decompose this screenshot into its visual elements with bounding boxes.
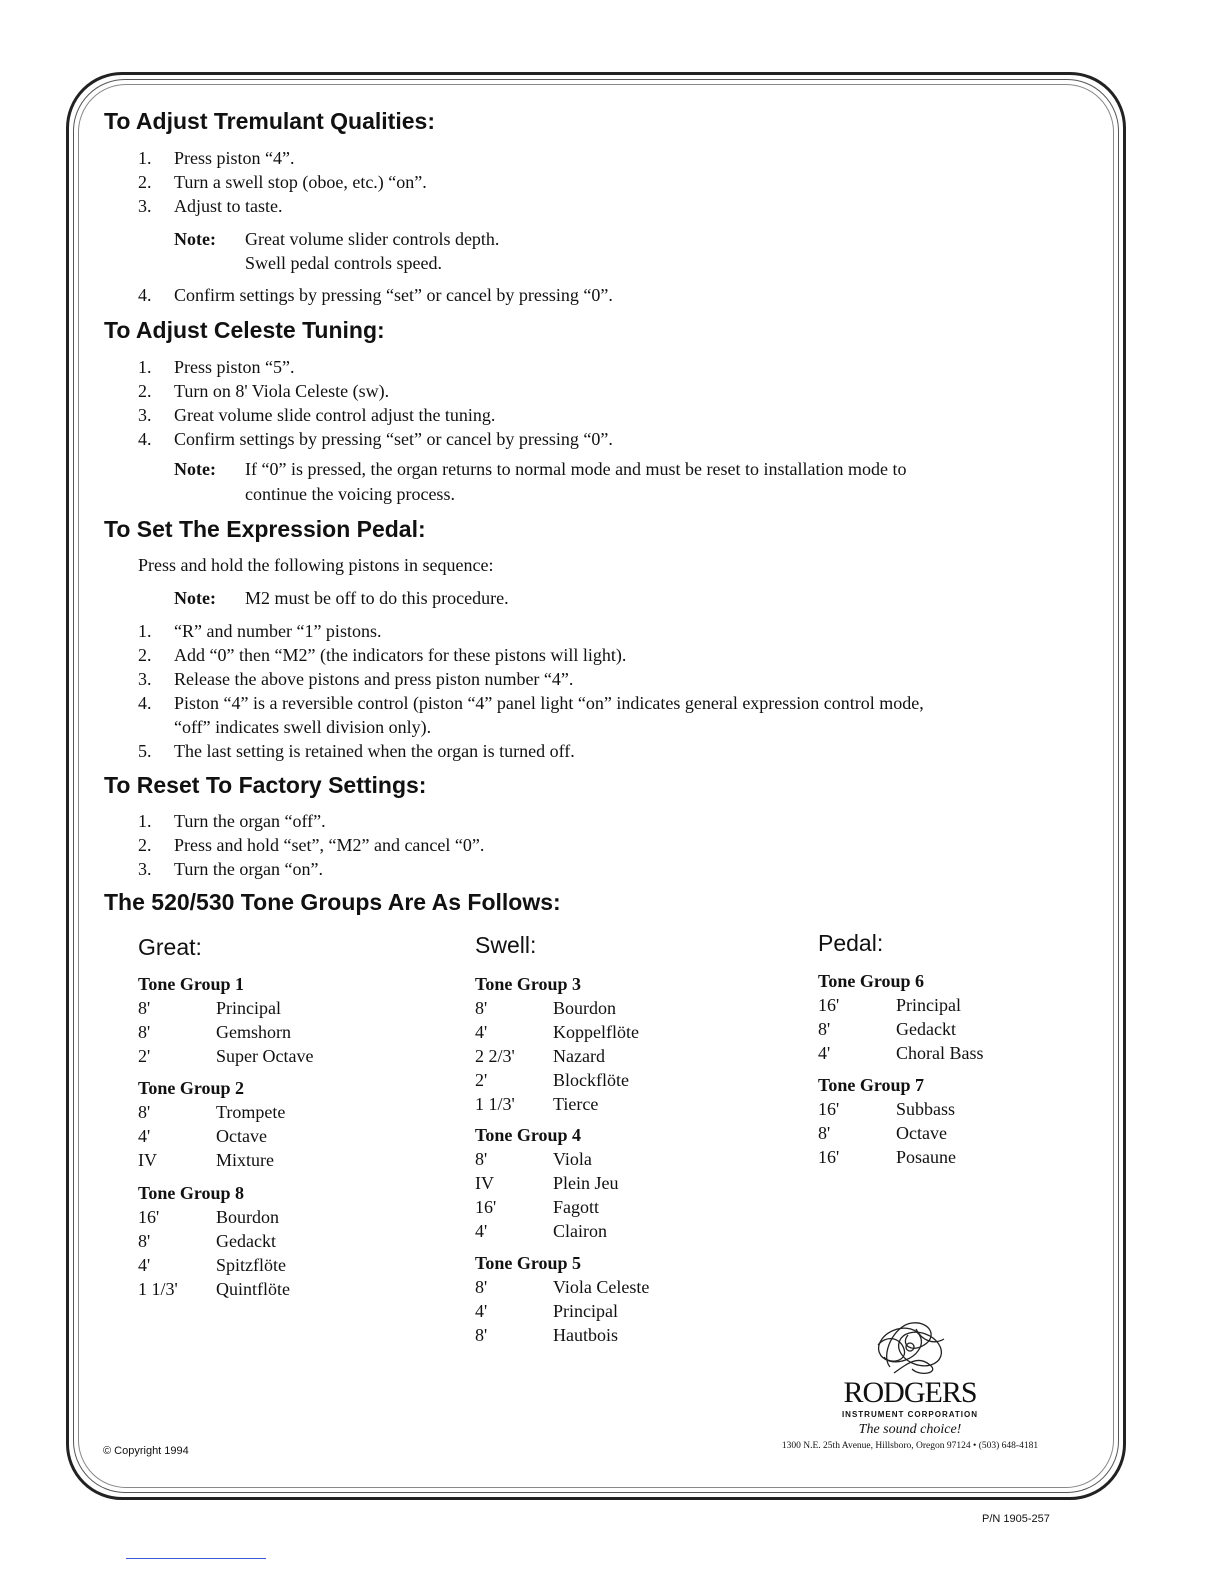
stop-pitch: 8' — [138, 1022, 151, 1042]
expression-heading: To Set The Expression Pedal: — [104, 516, 426, 542]
step-text: Press and hold “set”, “M2” and cancel “0”. — [174, 835, 485, 855]
stop-name: Plein Jeu — [553, 1173, 619, 1193]
stop-row — [475, 1044, 605, 1068]
step-text: Release the above pistons and press piston number “4”. — [174, 669, 574, 689]
stop-row — [818, 1041, 984, 1065]
stop-pitch: 4' — [138, 1126, 151, 1146]
step-text: Confirm settings by pressing “set” or cancel by pressing “0”. — [174, 429, 613, 449]
stop-row — [138, 1229, 276, 1253]
stop-row — [475, 1323, 618, 1347]
list-item — [138, 283, 613, 307]
brand-name: RODGERS — [843, 1376, 977, 1409]
stop-pitch: 2 2/3' — [475, 1046, 515, 1066]
stop-name: Spitzflöte — [216, 1255, 286, 1275]
stop-name: Clairon — [553, 1221, 607, 1241]
stop-pitch: 4' — [475, 1221, 488, 1241]
step-text: The last setting is retained when the organ is turned off. — [174, 741, 575, 761]
step-text: Confirm settings by pressing “set” or cancel by pressing “0”. — [174, 285, 613, 305]
list-item — [138, 809, 484, 833]
great-tone-group-1 — [138, 972, 314, 1068]
step-number: 1. — [138, 811, 152, 831]
step-number: 1. — [138, 621, 152, 641]
stop-name: Bourdon — [553, 998, 616, 1018]
stop-pitch: 4' — [475, 1301, 488, 1321]
step-text: Piston “4” is a reversible control (piston “4” panel light “on” indicates general expression control mode, — [174, 693, 924, 713]
step-number: 4. — [138, 285, 152, 305]
stop-name: Super Octave — [216, 1046, 314, 1066]
rodgers-logo-block — [760, 1315, 1060, 1453]
list-item — [138, 194, 427, 218]
list-item — [138, 355, 613, 379]
pedal-column-title: Pedal: — [818, 930, 884, 956]
stop-row — [138, 1148, 274, 1172]
note-text: If “0” is pressed, the organ returns to normal mode and must be reset to installation mode to — [245, 459, 907, 479]
stop-row — [138, 996, 281, 1020]
swell-tone-group-5 — [475, 1251, 650, 1347]
stop-row — [138, 1044, 314, 1068]
stop-pitch: 8' — [475, 998, 488, 1018]
rodgers-monogram-icon — [860, 1315, 960, 1379]
stop-name: Octave — [896, 1123, 947, 1143]
step-number: 2. — [138, 172, 152, 192]
list-item — [138, 170, 427, 194]
stop-row — [138, 1124, 267, 1148]
slogan: The sound choice! — [858, 1422, 962, 1437]
list-item — [138, 833, 484, 857]
list-item — [138, 146, 427, 170]
stop-row — [818, 1121, 947, 1145]
step-text: Press piston “5”. — [174, 357, 295, 377]
stop-name: Subbass — [896, 1099, 956, 1119]
tone-group-title: Tone Group 1 — [138, 974, 245, 994]
celeste-heading: To Adjust Celeste Tuning: — [104, 317, 385, 343]
stop-row — [818, 993, 961, 1017]
stop-name: Blockflöte — [553, 1070, 629, 1090]
stop-name: Hautbois — [553, 1325, 618, 1345]
tone-group-title: Tone Group 2 — [138, 1078, 245, 1098]
stop-name: Posaune — [896, 1147, 956, 1167]
pedal-tone-group-6 — [818, 969, 984, 1065]
stop-pitch: 1 1/3' — [138, 1279, 178, 1299]
great-tone-group-2 — [138, 1076, 286, 1172]
stop-name: Gedackt — [896, 1019, 956, 1039]
stop-row — [475, 1092, 599, 1116]
stop-pitch: 2' — [475, 1070, 488, 1090]
expression-intro: Press and hold the following pistons in sequence: — [138, 555, 494, 575]
step-number: 2. — [138, 645, 152, 665]
stop-pitch: 8' — [475, 1149, 488, 1169]
tone-group-title: Tone Group 7 — [818, 1075, 925, 1095]
corporation-label: INSTRUMENT CORPORATION — [841, 1410, 979, 1419]
stop-pitch: 8' — [138, 1231, 151, 1251]
stop-pitch: 4' — [818, 1043, 831, 1063]
stop-pitch: 8' — [475, 1277, 488, 1297]
step-text: Adjust to taste. — [174, 196, 283, 216]
factory-heading: To Reset To Factory Settings: — [104, 772, 427, 798]
list-item — [138, 739, 924, 763]
stop-name: Principal — [216, 998, 281, 1018]
stop-row — [138, 1020, 291, 1044]
list-item — [138, 427, 613, 451]
note-text: Great volume slider controls depth. — [245, 229, 500, 249]
note-label: Note: — [174, 229, 216, 249]
company-address: 1300 N.E. 25th Avenue, Hillsboro, Oregon 97124 • (503) 648-4181 — [781, 1441, 1039, 1451]
stop-pitch: 8' — [818, 1123, 831, 1143]
tone-group-title: Tone Group 6 — [818, 971, 925, 991]
step-number: 1. — [138, 148, 152, 168]
expression-steps — [138, 619, 924, 763]
stop-pitch: 16' — [138, 1207, 160, 1227]
step-number: 2. — [138, 381, 152, 401]
stop-name: Bourdon — [216, 1207, 279, 1227]
stop-row — [475, 1147, 592, 1171]
factory-steps — [138, 809, 484, 881]
stop-name: Koppelflöte — [553, 1022, 639, 1042]
stop-name: Gedackt — [216, 1231, 276, 1251]
list-item — [138, 379, 613, 403]
stop-name: Viola — [553, 1149, 592, 1169]
stop-name: Choral Bass — [896, 1043, 984, 1063]
step-text: “R” and number “1” pistons. — [174, 621, 382, 641]
stop-pitch: 16' — [818, 995, 840, 1015]
stop-name: Mixture — [216, 1150, 274, 1170]
list-item — [138, 643, 924, 667]
stop-pitch: 16' — [475, 1197, 497, 1217]
stop-pitch: 4' — [138, 1255, 151, 1275]
tone-group-title: Tone Group 3 — [475, 974, 582, 994]
step-number: 3. — [138, 196, 152, 216]
stop-row — [138, 1277, 290, 1301]
great-column-title: Great: — [138, 934, 202, 960]
stop-name: Nazard — [553, 1046, 605, 1066]
stop-pitch: 16' — [818, 1099, 840, 1119]
stop-name: Fagott — [553, 1197, 600, 1217]
swell-tone-group-4 — [475, 1123, 619, 1243]
step-number: 5. — [138, 741, 152, 761]
step-text: Great volume slide control adjust the tuning. — [174, 405, 496, 425]
step-text: Turn on 8' Viola Celeste (sw). — [174, 381, 390, 401]
note-text: continue the voicing process. — [245, 484, 455, 504]
stop-name: Trompete — [216, 1102, 286, 1122]
note-label: Note: — [174, 459, 216, 479]
stop-name: Quintflöte — [216, 1279, 290, 1299]
step-text: Turn the organ “off”. — [174, 811, 326, 831]
stop-pitch: 8' — [138, 1102, 151, 1122]
stop-row — [475, 1275, 650, 1299]
copyright-notice: © Copyright 1994 — [103, 1445, 189, 1457]
step-text: “off” indicates swell division only). — [174, 717, 432, 737]
stop-row — [475, 1219, 607, 1243]
stop-row — [475, 1195, 600, 1219]
tone-group-title: Tone Group 4 — [475, 1125, 582, 1145]
stop-name: Principal — [896, 995, 961, 1015]
list-item — [138, 403, 613, 427]
stop-row — [475, 996, 616, 1020]
list-item — [138, 619, 924, 643]
stop-name: Principal — [553, 1301, 618, 1321]
stop-row — [818, 1097, 956, 1121]
tremulant-steps — [138, 146, 427, 218]
pedal-tone-group-7 — [818, 1073, 956, 1169]
note-label: Note: — [174, 588, 216, 608]
step-text: Press piston “4”. — [174, 148, 295, 168]
stop-pitch: 1 1/3' — [475, 1094, 515, 1114]
stop-pitch: IV — [475, 1173, 494, 1193]
note-text: Swell pedal controls speed. — [245, 253, 442, 273]
list-item — [138, 691, 924, 739]
step-number: 2. — [138, 835, 152, 855]
stop-row — [138, 1205, 279, 1229]
swell-column-title: Swell: — [475, 932, 537, 958]
tone-group-title: Tone Group 8 — [138, 1183, 245, 1203]
great-tone-group-8 — [138, 1181, 290, 1301]
stop-row — [475, 1299, 618, 1323]
stop-row — [475, 1020, 639, 1044]
swell-tone-group-3 — [475, 972, 639, 1116]
stop-name: Gemshorn — [216, 1022, 291, 1042]
tone-groups-heading: The 520/530 Tone Groups Are As Follows: — [104, 889, 561, 915]
tremulant-step-4 — [138, 283, 613, 307]
stop-pitch: 8' — [818, 1019, 831, 1039]
step-text: Turn a swell stop (oboe, etc.) “on”. — [174, 172, 427, 192]
stop-name: Octave — [216, 1126, 267, 1146]
stop-pitch: 8' — [138, 998, 151, 1018]
stop-row — [475, 1171, 619, 1195]
list-item — [138, 667, 924, 691]
stop-row — [818, 1145, 956, 1169]
stop-pitch: 16' — [818, 1147, 840, 1167]
stop-row — [475, 1068, 629, 1092]
stop-row — [138, 1100, 286, 1124]
step-text: Add “0” then “M2” (the indicators for these pistons will light). — [174, 645, 627, 665]
tone-group-title: Tone Group 5 — [475, 1253, 582, 1273]
step-number: 3. — [138, 669, 152, 689]
stop-row — [818, 1017, 956, 1041]
stop-pitch: 4' — [475, 1022, 488, 1042]
tremulant-heading: To Adjust Tremulant Qualities: — [104, 108, 435, 134]
stop-pitch: IV — [138, 1150, 157, 1170]
stop-name: Tierce — [553, 1094, 599, 1114]
list-item — [138, 857, 484, 881]
stop-name: Viola Celeste — [553, 1277, 650, 1297]
part-number: P/N 1905-257 — [982, 1513, 1050, 1525]
stop-row — [138, 1253, 286, 1277]
stop-pitch: 8' — [475, 1325, 488, 1345]
celeste-steps — [138, 355, 613, 451]
step-number: 4. — [138, 693, 152, 713]
step-number: 3. — [138, 859, 152, 879]
scan-mark-line — [126, 1558, 266, 1559]
step-text: Turn the organ “on”. — [174, 859, 323, 879]
step-number: 3. — [138, 405, 152, 425]
note-text: M2 must be off to do this procedure. — [245, 588, 509, 608]
step-number: 4. — [138, 429, 152, 449]
step-number: 1. — [138, 357, 152, 377]
stop-pitch: 2' — [138, 1046, 151, 1066]
